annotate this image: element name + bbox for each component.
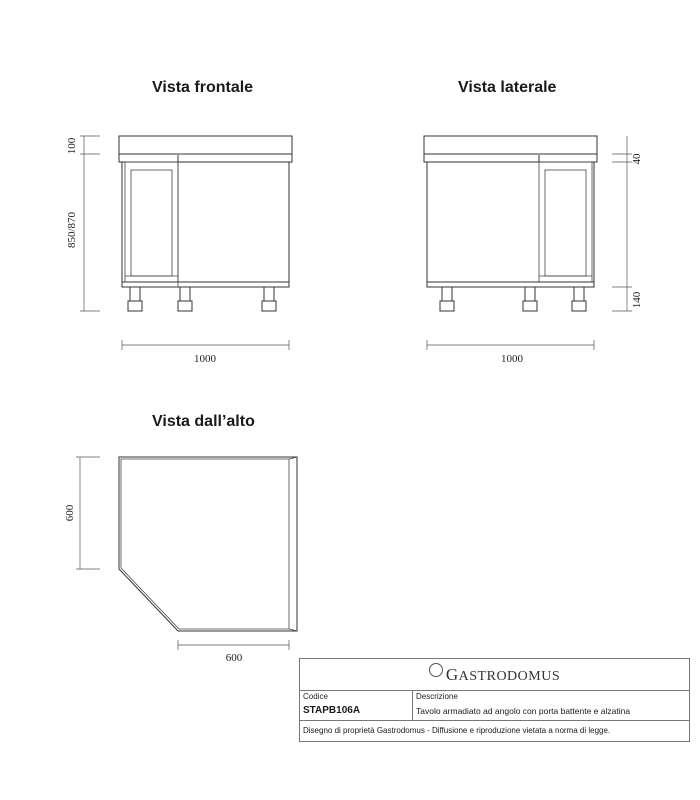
- top-depth-dimension: 600: [64, 504, 76, 522]
- front-height-dimension: 850/870: [66, 211, 78, 249]
- code-value: STAPB106A: [303, 705, 361, 716]
- front-view-title: Vista frontale: [152, 79, 254, 96]
- code-description-row: [300, 690, 689, 721]
- description-label: Descrizione: [416, 692, 458, 701]
- code-label: Codice: [303, 692, 328, 701]
- top-view-drawing: [76, 457, 297, 650]
- side-bottom-dimension: 140: [631, 291, 643, 309]
- description-cell: [413, 690, 689, 720]
- front-view-drawing: [80, 136, 292, 350]
- front-top-dimension: 100: [66, 137, 78, 155]
- side-view-title: Vista laterale: [458, 79, 557, 96]
- logo-icon: [429, 663, 443, 677]
- side-view-drawing: [424, 136, 632, 350]
- front-width-dimension: 1000: [194, 353, 216, 365]
- brand-name: GASTRODOMUS: [445, 664, 561, 684]
- side-width-dimension: 1000: [501, 353, 523, 365]
- description-value: Tavolo armadiato ad angolo con porta battente e alzatina: [416, 706, 631, 716]
- side-top-dimension: 40: [631, 153, 643, 165]
- top-width-dimension: 600: [225, 652, 243, 664]
- code-cell: [300, 690, 413, 720]
- copyright-notice: Disegno di proprietà Gastrodomus - Diffusione e riproduzione vietata a norma di legge.: [303, 726, 611, 735]
- top-view-title: Vista dall’alto: [152, 413, 255, 430]
- brand-logo: [300, 659, 689, 691]
- title-block: [299, 658, 690, 742]
